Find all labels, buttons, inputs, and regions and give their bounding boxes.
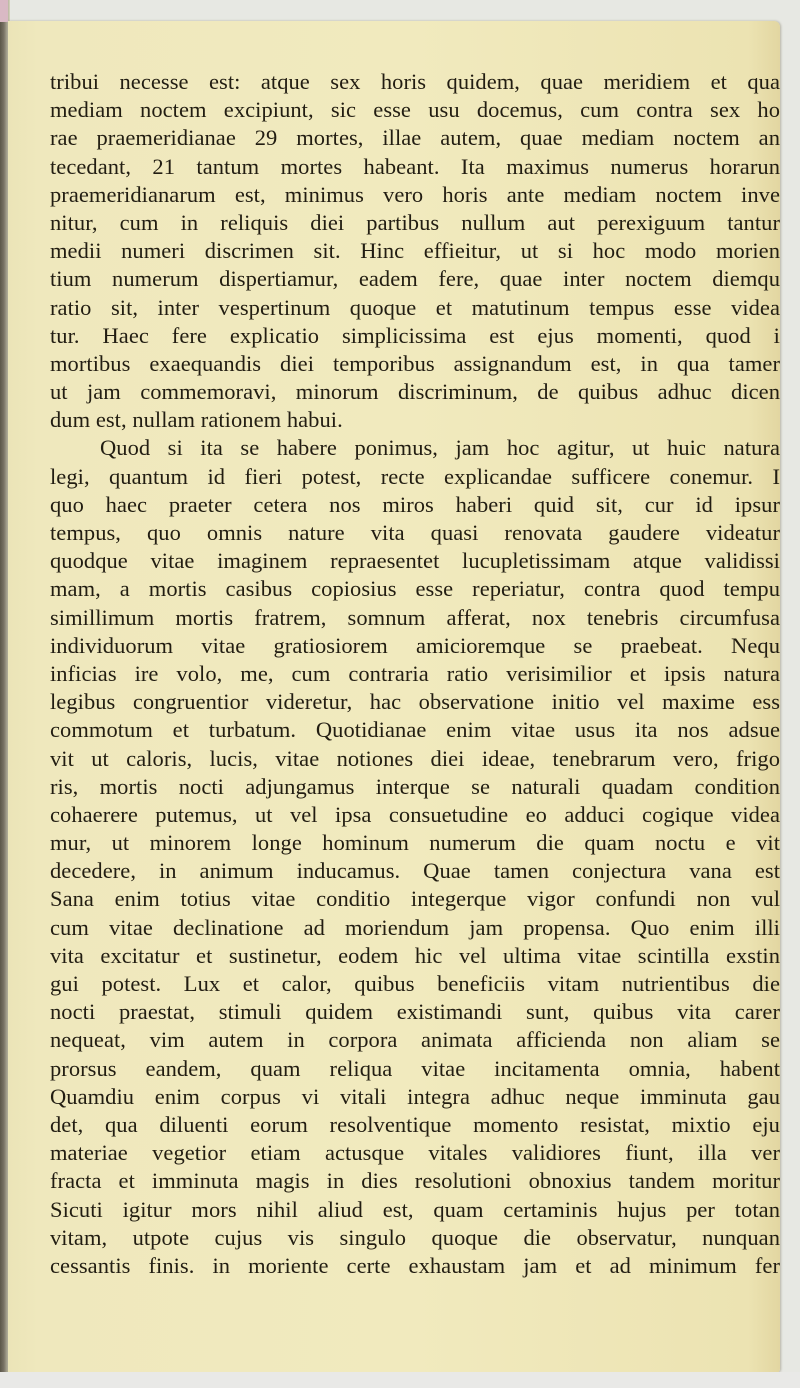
- text-line: legi, quantum id fieri potest, recte explicandae sufficere conemur. I: [50, 463, 780, 489]
- text-line: nocti praestat, stimuli quidem existimandi sunt, quibus vita carer: [50, 999, 780, 1025]
- text-line: quodque vitae imaginem repraesentet lucupletissimam atque validissi: [50, 548, 780, 574]
- paragraph-start-line: Quod si ita se habere ponimus, jam hoc agitur, ut huic natura: [100, 435, 780, 461]
- text-line: quo haec praeter cetera nos miros haberi quid sit, cur id ipsur: [50, 491, 780, 517]
- text-line: cessantis finis. in moriente certe exhaustam jam et ad minimum fer: [50, 1252, 780, 1278]
- paragraph-end-line: dum est, nullam rationem habui.: [50, 407, 343, 433]
- text-line: prorsus eandem, quam reliqua vitae incitamenta omnia, habent: [50, 1055, 780, 1081]
- scan-bottom-margin: [0, 1372, 800, 1388]
- text-line: tur. Haec fere explicatio simplicissima est ejus momenti, quod i: [50, 322, 780, 348]
- text-line: commotum et turbatum. Quotidianae enim vitae usus ita nos adsue: [50, 717, 780, 743]
- text-line: vit ut caloris, lucis, vitae notiones diei ideae, tenebrarum vero, frigo: [50, 745, 780, 771]
- text-line: tecedant, 21 tantum mortes habeant. Ita maximus numerus horarun: [50, 153, 780, 179]
- book-page: [8, 21, 780, 1373]
- text-line: individuorum vitae gratiosiorem amicioremque se praebeat. Nequ: [50, 632, 780, 658]
- text-line: mur, ut minorem longe hominum numerum die quam noctu e vit: [50, 830, 780, 856]
- text-line: nequeat, vim autem in corpora animata afficienda non aliam se: [50, 1027, 780, 1053]
- text-line: cum vitae declinatione ad moriendum jam propensa. Quo enim illi: [50, 914, 780, 940]
- text-line: inficias ire volo, me, cum contraria ratio verisimilior et ipsis natura: [50, 660, 780, 686]
- text-line: det, qua diluenti eorum resolventique momento resistat, mixtio eju: [50, 1111, 780, 1137]
- text-line: Quamdiu enim corpus vi vitali integra adhuc neque imminuta gau: [50, 1083, 780, 1109]
- text-line: ut jam commemoravi, minorum discriminum, de quibus adhuc dicen: [50, 379, 780, 405]
- text-line: materiae vegetior etiam actusque vitales validiores fiunt, illa ver: [50, 1140, 780, 1166]
- text-line: ratio sit, inter vespertinum quoque et matutinum tempus esse videa: [50, 294, 780, 320]
- scan-corner-mark: [0, 0, 8, 22]
- text-line: tempus, quo omnis nature vita quasi renovata gaudere videatur: [50, 520, 780, 545]
- text-line: medii numeri discrimen sit. Hinc effieitur, ut si hoc modo morien: [50, 238, 780, 264]
- text-line: tribui necesse est: atque sex horis quidem, quae meridiem et qua: [50, 69, 780, 94]
- text-line: mam, a mortis casibus copiosius esse reperiatur, contra quod tempu: [50, 576, 780, 602]
- text-line: tium numerum dispertiamur, eadem fere, quae inter noctem diemqu: [50, 266, 780, 292]
- page-body-text: [50, 68, 780, 1280]
- text-line: legibus congruentior videretur, hac observatione initio vel maxime ess: [50, 689, 780, 715]
- text-line: Sana enim totius vitae conditio integerque vigor confundi non vul: [50, 886, 780, 912]
- text-line: mortibus exaequandis diei temporibus assignandum est, in qua tamer: [50, 350, 780, 376]
- text-line: vitam, utpote cujus vis singulo quoque die observatur, nunquan: [50, 1224, 780, 1250]
- text-line: Sicuti igitur mors nihil aliud est, quam certaminis hujus per totan: [50, 1196, 780, 1222]
- text-line: rae praemeridianae 29 mortes, illae autem, quae mediam noctem an: [50, 125, 780, 151]
- text-line: gui potest. Lux et calor, quibus beneficiis vitam nutrientibus die: [50, 971, 780, 996]
- text-line: mediam noctem excipiunt, sic esse usu docemus, cum contra sex ho: [50, 97, 780, 123]
- text-line: decedere, in animum inducamus. Quae tamen conjectura vana est: [50, 858, 780, 884]
- text-line: ris, mortis nocti adjungamus interque se naturali quadam condition: [50, 773, 780, 799]
- text-line: praemeridianarum est, minimus vero horis ante mediam noctem inve: [50, 181, 780, 207]
- text-line: fracta et imminuta magis in dies resolutioni obnoxius tandem moritur: [50, 1168, 780, 1194]
- text-line: vita excitatur et sustinetur, eodem hic vel ultima vitae scintilla exstin: [50, 942, 780, 968]
- text-line: nitur, cum in reliquis diei partibus nullum aut perexiguum tantur: [50, 209, 780, 235]
- text-line: simillimum mortis fratrem, somnum afferat, nox tenebris circumfusa: [50, 604, 780, 630]
- text-line: cohaerere putemus, ut vel ipsa consuetudine eo adduci cogique videa: [50, 801, 780, 827]
